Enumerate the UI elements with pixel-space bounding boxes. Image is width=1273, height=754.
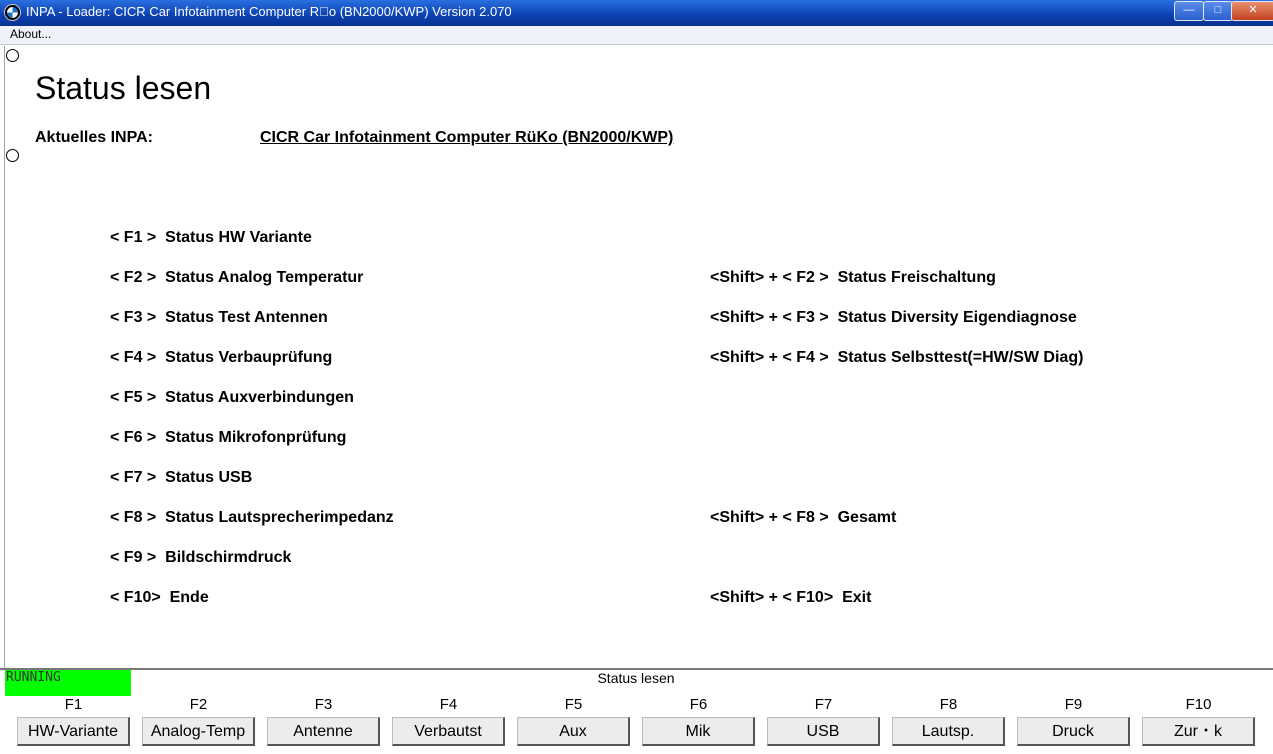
fkey-button-f4[interactable]: Verbautst: [392, 717, 505, 746]
radio-icon[interactable]: [6, 49, 19, 62]
fkey-label-f8: F8: [939, 696, 958, 713]
fkey-button-f7[interactable]: USB: [767, 717, 880, 746]
close-button[interactable]: ✕: [1231, 1, 1273, 21]
title-bar: [0, 0, 1273, 26]
minimize-button[interactable]: —: [1174, 1, 1204, 21]
radio-icon[interactable]: [6, 149, 19, 162]
fkey-button-f2[interactable]: Analog-Temp: [142, 717, 255, 746]
fkey-button-f3[interactable]: Antenne: [267, 717, 380, 746]
function-f1: < F1 > Status HW Variante: [110, 229, 312, 246]
left-frame-border: [4, 46, 5, 668]
function-f3: < F3 > Status Test Antennen: [110, 309, 328, 326]
fkey-label-f6: F6: [689, 696, 708, 713]
function-f8: < F8 > Status Lautsprecherimpedanz: [110, 509, 394, 526]
page-title: Status lesen: [35, 70, 212, 106]
current-inpa-value: CICR Car Infotainment Computer RüKo (BN2000/KWP): [260, 129, 674, 146]
fkey-label-f4: F4: [439, 696, 458, 713]
fkey-button-f6[interactable]: Mik: [642, 717, 755, 746]
fkey-button-f1[interactable]: HW-Variante: [17, 717, 130, 746]
fkey-label-f2: F2: [189, 696, 208, 713]
fkey-label-f7: F7: [814, 696, 833, 713]
maximize-button[interactable]: □: [1203, 1, 1233, 21]
current-inpa-label: Aktuelles INPA:: [35, 129, 153, 146]
function-shift-f4: <Shift> + < F4 > Status Selbsttest(=HW/SW Diag): [710, 349, 1084, 366]
fkey-button-f8[interactable]: Lautsp.: [892, 717, 1005, 746]
fkey-button-f9[interactable]: Druck: [1017, 717, 1130, 746]
menu-bar: [0, 26, 1273, 45]
function-shift-f3: <Shift> + < F3 > Status Diversity Eigendiagnose: [710, 309, 1077, 326]
function-f5: < F5 > Status Auxverbindungen: [110, 389, 354, 406]
status-title: Status lesen: [597, 670, 675, 686]
menu-about[interactable]: About...: [10, 27, 52, 41]
function-f2: < F2 > Status Analog Temperatur: [110, 269, 364, 286]
function-f4: < F4 > Status Verbauprüfung: [110, 349, 333, 366]
function-f9: < F9 > Bildschirmdruck: [110, 549, 292, 566]
fkey-label-f5: F5: [564, 696, 583, 713]
window-title: INPA - Loader: CICR Car Infotainment Computer R o (BN2000/KWP) Version 2.070: [26, 4, 512, 19]
fkey-label-f10: F10: [1185, 696, 1212, 713]
fkey-label-f1: F1: [64, 696, 83, 713]
fkey-button-f5[interactable]: Aux: [517, 717, 630, 746]
function-shift-f8: <Shift> + < F8 > Gesamt: [710, 509, 897, 526]
function-shift-f2: <Shift> + < F2 > Status Freischaltung: [710, 269, 996, 286]
function-f7: < F7 > Status USB: [110, 469, 253, 486]
running-indicator: RUNNING: [5, 670, 131, 696]
fkey-label-f3: F3: [314, 696, 333, 713]
fkey-button-f10[interactable]: Zur・k: [1142, 717, 1255, 746]
fkey-label-f9: F9: [1064, 696, 1083, 713]
function-f10: < F10> Ende: [110, 589, 209, 606]
function-shift-f10: <Shift> + < F10> Exit: [710, 589, 872, 606]
bmw-logo-icon[interactable]: [5, 5, 20, 20]
function-f6: < F6 > Status Mikrofonprüfung: [110, 429, 347, 446]
